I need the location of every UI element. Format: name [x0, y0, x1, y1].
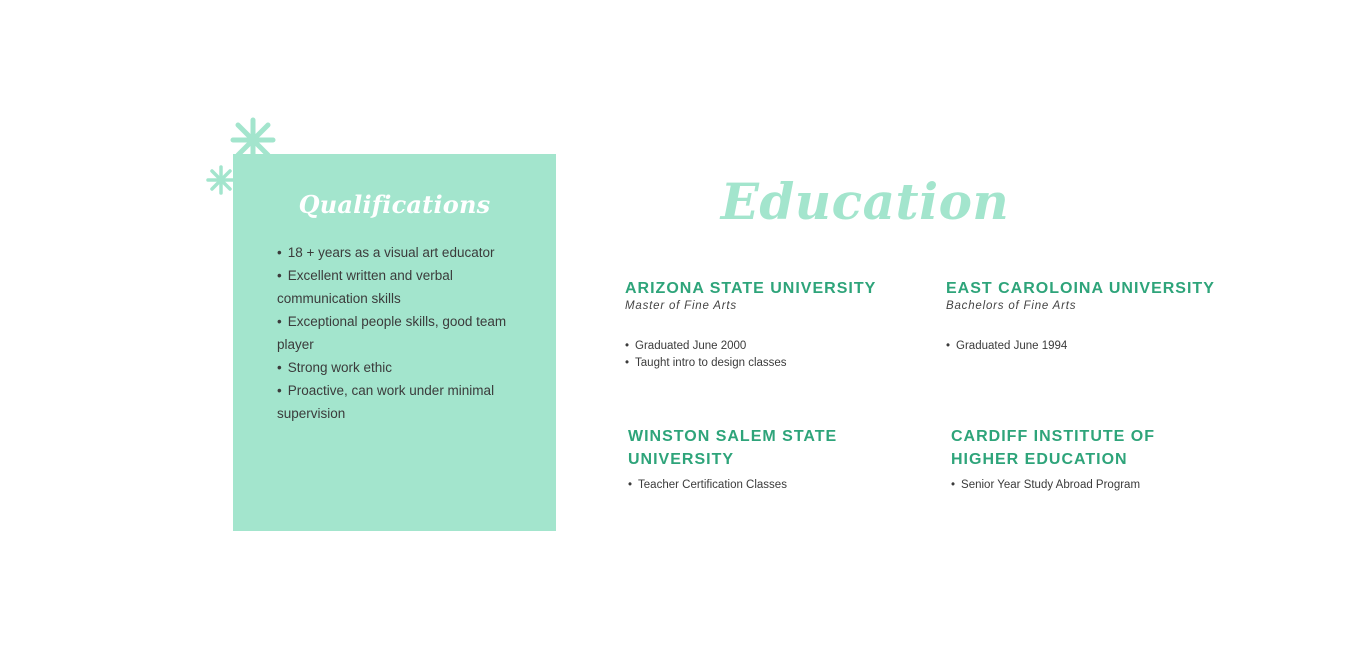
school-name: WINSTON SALEM STATE UNIVERSITY — [628, 428, 838, 468]
qualifications-card — [233, 154, 556, 531]
school-points — [951, 477, 1221, 494]
school-point: • Senior Year Study Abroad Program — [951, 477, 1221, 494]
qualifications-title: Qualifications — [298, 190, 491, 219]
school-degree: Bachelors of Fine Arts — [946, 300, 1077, 312]
school-points — [628, 477, 868, 494]
school-entry — [946, 277, 1226, 355]
school-entry — [628, 425, 868, 494]
school-point: • Taught intro to design classes — [625, 355, 915, 372]
qualification-item: • Proactive, can work under minimal supervision — [277, 379, 527, 425]
school-degree: Master of Fine Arts — [625, 300, 737, 312]
school-point: • Graduated June 1994 — [946, 338, 1226, 355]
qualification-item: • 18 + years as a visual art educator — [277, 241, 527, 264]
school-entry — [951, 425, 1221, 494]
qualification-item: • Excellent written and verbal communication skills — [277, 264, 527, 310]
school-point: • Teacher Certification Classes — [628, 477, 868, 494]
asterisk-icon-small — [206, 165, 236, 195]
qualification-item: • Exceptional people skills, good team player — [277, 310, 527, 356]
education-title: Education — [720, 172, 1010, 231]
school-name: CARDIFF INSTITUTE OF HIGHER EDUCATION — [951, 428, 1155, 468]
school-point: • Graduated June 2000 — [625, 338, 915, 355]
qualifications-list — [277, 241, 527, 425]
school-entry — [625, 277, 915, 372]
qualification-item: • Strong work ethic — [277, 356, 527, 379]
school-points — [946, 338, 1226, 355]
school-name: EAST CAROLOINA UNIVERSITY — [946, 280, 1215, 297]
school-points — [625, 338, 915, 372]
school-name: ARIZONA STATE UNIVERSITY — [625, 280, 877, 297]
